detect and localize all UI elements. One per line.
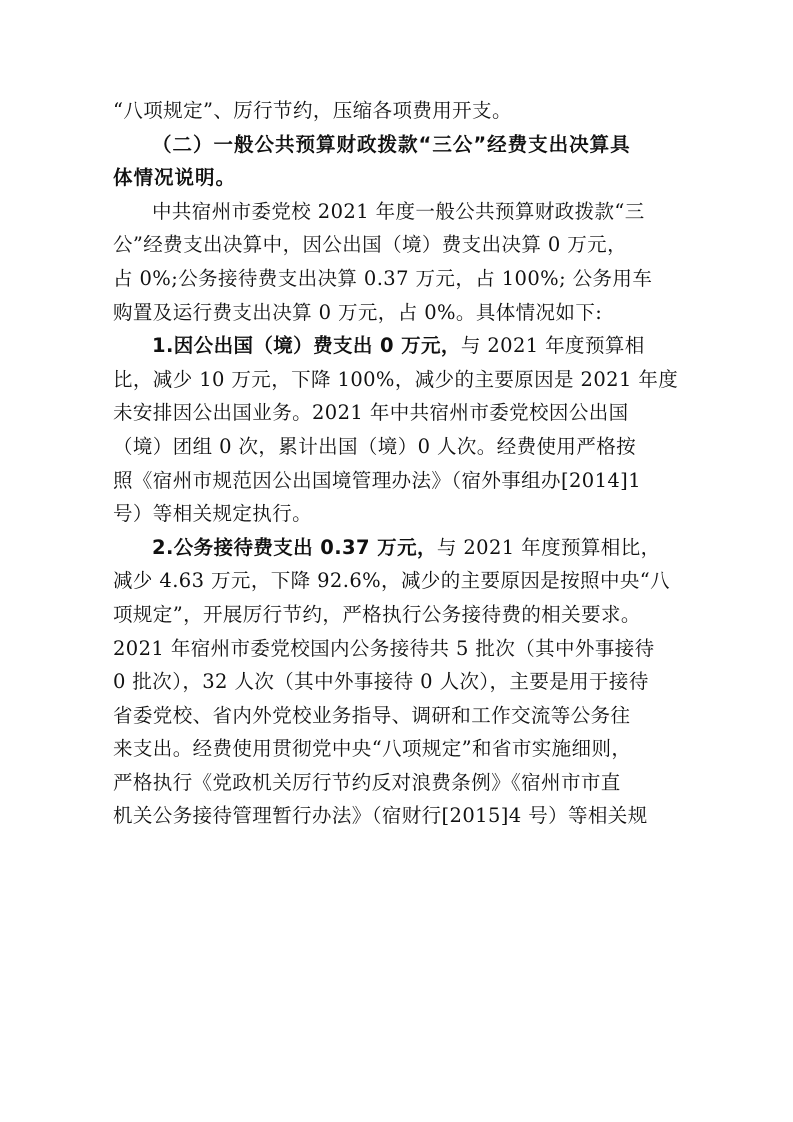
text-line: 比，减少 10 万元，下降 100%，减少的主要原因是 2021 年度 bbox=[113, 367, 679, 391]
text-line: 机关公务接待管理暂行办法》（宿财行[2015]4 号）等相关规 bbox=[113, 804, 648, 828]
paragraph-first-line bbox=[113, 329, 685, 363]
section-heading-line: 体情况说明。 bbox=[113, 166, 237, 190]
section-heading-line: （二）一般公共预算财政拨款“三公”经费支出决算具 bbox=[152, 132, 631, 156]
paragraph-first-line bbox=[113, 531, 685, 565]
document-page bbox=[113, 94, 685, 833]
text-line: 占 0%;公务接待费支出决算 0.37 万元，占 100%; 公务用车 bbox=[113, 266, 653, 290]
text-line: 减少 4.63 万元，下降 92.6%，减少的主要原因是按照中央“八 bbox=[113, 569, 671, 593]
text-line: “八项规定”、厉行节约，压缩各项费用开支。 bbox=[113, 99, 512, 122]
text-line: 0 批次），32 人次（其中外事接待 0 人次），主要是用于接待 bbox=[113, 670, 649, 694]
text-run: 与 2021 年度预算相比， bbox=[436, 535, 661, 559]
text-line: 严格执行《党政机关厉行节约反对浪费条例》《宿州市市直 bbox=[113, 770, 621, 794]
subsection-lead: 2.公务接待费支出 0.37 万元， bbox=[152, 535, 437, 559]
text-line: 中共宿州市委党校 2021 年度一般公共预算财政拨款“三 bbox=[152, 199, 645, 223]
text-line: 照《宿州市规范因公出国境管理办法》（宿外事组办[2014]1 bbox=[113, 468, 641, 492]
text-line: 号）等相关规定执行。 bbox=[113, 502, 313, 526]
text-line: 省委党校、省内外党校业务指导、调研和工作交流等公务往 bbox=[113, 703, 631, 727]
subsection-lead: 1.因公出国（境）费支出 0 万元， bbox=[152, 334, 461, 358]
text-line: 项规定”，开展厉行节约，严格执行公务接待费的相关要求。 bbox=[113, 602, 641, 626]
text-line: （境）团组 0 次，累计出国（境）0 人次。经费使用严格按 bbox=[113, 434, 637, 458]
text-run: 与 2021 年度预算相 bbox=[460, 334, 645, 358]
text-line: 购置及运行费支出决算 0 万元，占 0%。具体情况如下: bbox=[113, 300, 603, 324]
text-line: 未安排因公出国业务。2021 年中共宿州市委党校因公出国 bbox=[113, 401, 629, 425]
text-line: 2021 年宿州市委党校国内公务接待共 5 批次（其中外事接待 bbox=[113, 636, 655, 660]
text-line: 来支出。经费使用贯彻党中央“八项规定”和省市实施细则， bbox=[113, 737, 632, 761]
text-line: 公”经费支出决算中，因公出国（境）费支出决算 0 万元， bbox=[113, 233, 627, 257]
